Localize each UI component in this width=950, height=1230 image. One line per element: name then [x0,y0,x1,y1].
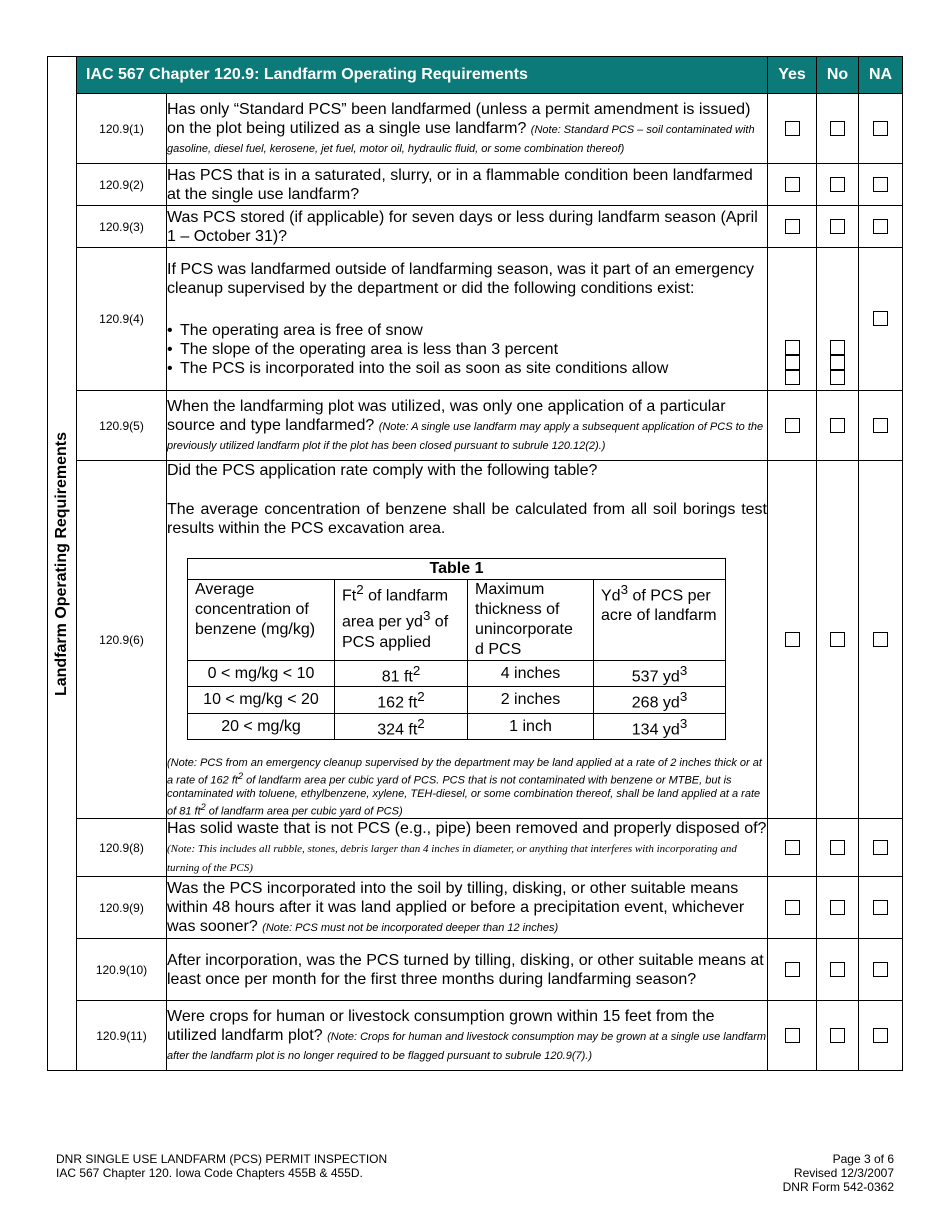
rate-thickness: 1 inch [468,713,594,739]
question-text: Were crops for human or livestock consumption grown within 15 feet from the utilized landfarm plot? [167,1008,715,1045]
table-row [48,819,903,877]
condition-list [167,321,767,378]
question-note: (Note: PCS must not be incorporated deeper than 12 inches) [262,922,559,935]
rate-range: 0 < mg/kg < 10 [188,661,335,687]
section-side-label [48,57,77,1071]
rule-code: 120.9(4) [77,248,167,391]
rule-code: 120.9(9) [77,877,167,939]
na-checkbox[interactable] [873,311,888,326]
rate-header-concentration: Average concentration of benzene (mg/kg) [188,580,335,661]
question-text-2: The average concentration of benzene shall be calculated from all soil borings test results within the PCS excavation area. [167,501,767,537]
question-note: (Note: Standard PCS – soil contaminated with gasoline, diesel fuel, kerosene, jet fuel, motor oil, hydraulic fluid, or some combination thereof) [167,124,755,155]
no-checkbox[interactable] [830,219,845,234]
na-checkbox[interactable] [873,840,888,855]
rule-code: 120.9(6) [77,461,167,819]
na-checkbox[interactable] [873,418,888,433]
na-checkbox[interactable] [873,632,888,647]
rate-area: 162 $ft^2$ [335,687,468,713]
table-row [48,939,903,1001]
no-column-header: No [817,57,859,94]
yes-checkbox[interactable] [785,900,800,915]
question-text: Was PCS stored (if applicable) for seven days or less during landfarm season (April 1 – October 31)? [167,208,758,245]
na-checkbox[interactable] [873,219,888,234]
no-checkbox[interactable] [830,1028,845,1043]
revision-date: Revised 12/3/2007 [793,1166,894,1180]
na-checkbox[interactable] [873,900,888,915]
no-checkbox[interactable] [830,418,845,433]
question-text: If PCS was landfarmed outside of landfarming season, was it part of an emergency cleanup supervised by the department or did the following conditions exist: [167,261,754,297]
question-note: (Note: Crops for human and livestock consumption may be grown at a single use landfarm after the landfarm plot is no longer required to be flagged pursuant to subrule 120.9(7).) [167,1031,767,1063]
yes-checkbox[interactable] [785,632,800,647]
question-note: (Note: A single use landfarm may apply a subsequent application of PCS to the previously utilized landfarm plot if the plot has been closed pursuant to subrule 120.12(2).) [167,421,764,452]
yes-checkbox[interactable] [785,962,800,977]
no-checkbox[interactable] [830,340,845,355]
question-text: Has solid waste that is not PCS (e.g., pipe) been removed and properly disposed of? [167,820,767,838]
table-row [48,164,903,206]
rule-code: 120.9(10) [77,939,167,1001]
footer-code-reference: IAC 567 Chapter 120. Iowa Code Chapters 455B & 455D. [56,1166,363,1180]
na-checkbox[interactable] [873,121,888,136]
question-cell [167,206,768,248]
table-row [48,94,903,164]
yes-checkbox[interactable] [785,370,800,385]
question-cell [167,164,768,206]
rule-code: 120.9(1) [77,94,167,164]
question-cell [167,461,768,819]
list-item: • The PCS is incorporated into the soil as soon as site conditions allow [180,359,767,378]
no-checkbox[interactable] [830,355,845,370]
table-row [48,461,903,819]
table-row [48,877,903,939]
rate-thickness: 2 inches [468,687,594,713]
rate-range: 20 < mg/kg [188,713,335,739]
yes-checkbox-group [785,340,800,385]
question-cell [167,94,768,164]
no-checkbox[interactable] [830,632,845,647]
question-text: When the landfarming plot was utilized, was only one application of a particular source and type landfarmed? [167,398,726,434]
footer-right [783,1152,894,1194]
yes-checkbox[interactable] [785,1028,800,1043]
yes-column-header: Yes [768,57,817,94]
rate-header-yd: Yd$^3$ of PCS per acre of landfarm [594,580,726,661]
question-text: Has PCS that is in a saturated, slurry, or in a flammable condition been landfarmed at the single use landfarm? [167,166,753,203]
rate-area: 81 $ft^2$ [335,661,468,687]
rate-yd: 268 $yd^3$ [594,687,726,713]
question-cell [167,877,768,939]
table-row [48,248,903,391]
yes-checkbox[interactable] [785,418,800,433]
rate-table [187,558,726,740]
na-column-header: NA [859,57,903,94]
question-text: Has only “Standard PCS” been landfarmed (unless a permit amendment is issued) on the plot being utilized as a single use landfarm? [167,101,751,137]
footer-form-title: DNR SINGLE USE LANDFARM (PCS) PERMIT INSPECTION [56,1152,388,1166]
no-checkbox-group [830,340,845,385]
rule-code: 120.9(3) [77,206,167,248]
yes-checkbox[interactable] [785,840,800,855]
page-number: Page 3 of 6 [832,1152,894,1166]
yes-checkbox[interactable] [785,340,800,355]
no-checkbox[interactable] [830,900,845,915]
table-row [48,391,903,461]
table-row [188,687,726,713]
table-title: IAC 567 Chapter 120.9: Landfarm Operating Requirements [77,57,768,94]
no-checkbox[interactable] [830,840,845,855]
rate-thickness: 4 inches [468,661,594,687]
question-text: Did the PCS application rate comply with the following table? [167,462,598,479]
list-item: • The slope of the operating area is less than 3 percent [180,340,767,359]
yes-checkbox[interactable] [785,177,800,192]
no-checkbox[interactable] [830,962,845,977]
rule-code: 120.9(8) [77,819,167,877]
rate-header-thickness: Maximum thickness of unincorporate d PCS [468,580,594,661]
no-checkbox[interactable] [830,370,845,385]
question-cell [167,1001,768,1071]
rule-code: 120.9(11) [77,1001,167,1071]
side-label-text: Landfarm Operating Requirements [53,431,70,696]
footer-left [56,1152,387,1180]
table-row [188,713,726,739]
question-text: After incorporation, was the PCS turned by tilling, disking, or other suitable means at least once per month for the first three months during landfarming season? [167,951,764,988]
form-number: DNR Form 542-0362 [782,1180,894,1194]
question-note: (Note: PCS from an emergency cleanup supervised by the department may be land applied at a rate of 2 inches thick or at a rate of 162 $ft^2$ of landfarm area per cubic yard of PCS. PCS that is not contaminated with benzene or MTBE, but is contaminated with toluene, ethylbenzene, xylene, TEH-diesel, or some combination thereof, shall be land applied at a rate of 81 $ft^2$ of landfarm area per cubic yard of PCS) [167,756,762,818]
rate-yd: 537 $yd^3$ [594,661,726,687]
list-item: • The operating area is free of snow [180,321,767,340]
question-cell [167,391,768,461]
question-cell [167,819,768,877]
rate-table-title: Table 1 [188,559,726,580]
no-checkbox[interactable] [830,121,845,136]
na-checkbox[interactable] [873,1028,888,1043]
table-row [48,206,903,248]
requirements-table [47,56,903,1071]
yes-checkbox[interactable] [785,121,800,136]
question-text: Was the PCS incorporated into the soil by tilling, disking, or other suitable means within 48 hours after it was land applied or before a precipitation event, whichever was sooner? [167,880,745,936]
question-cell [167,939,768,1001]
rate-header-area: Ft$^2$ of landfarm area per $yd^3$ of PCS applied [335,580,468,661]
no-checkbox[interactable] [830,177,845,192]
rate-area: 324 $ft^2$ [335,713,468,739]
rule-code: 120.9(2) [77,164,167,206]
rate-range: 10 < mg/kg < 20 [188,687,335,713]
yes-checkbox[interactable] [785,355,800,370]
na-checkbox[interactable] [873,177,888,192]
table-row [48,1001,903,1071]
na-checkbox[interactable] [873,962,888,977]
table-row [188,661,726,687]
question-note: (Note: This includes all rubble, stones, debris larger than 4 inches in diameter, or anything that interferes with incorporating and turning of the PCS) [167,843,737,875]
rule-code: 120.9(5) [77,391,167,461]
yes-checkbox[interactable] [785,219,800,234]
rate-yd: 134 $yd^3$ [594,713,726,739]
question-cell [167,248,768,391]
